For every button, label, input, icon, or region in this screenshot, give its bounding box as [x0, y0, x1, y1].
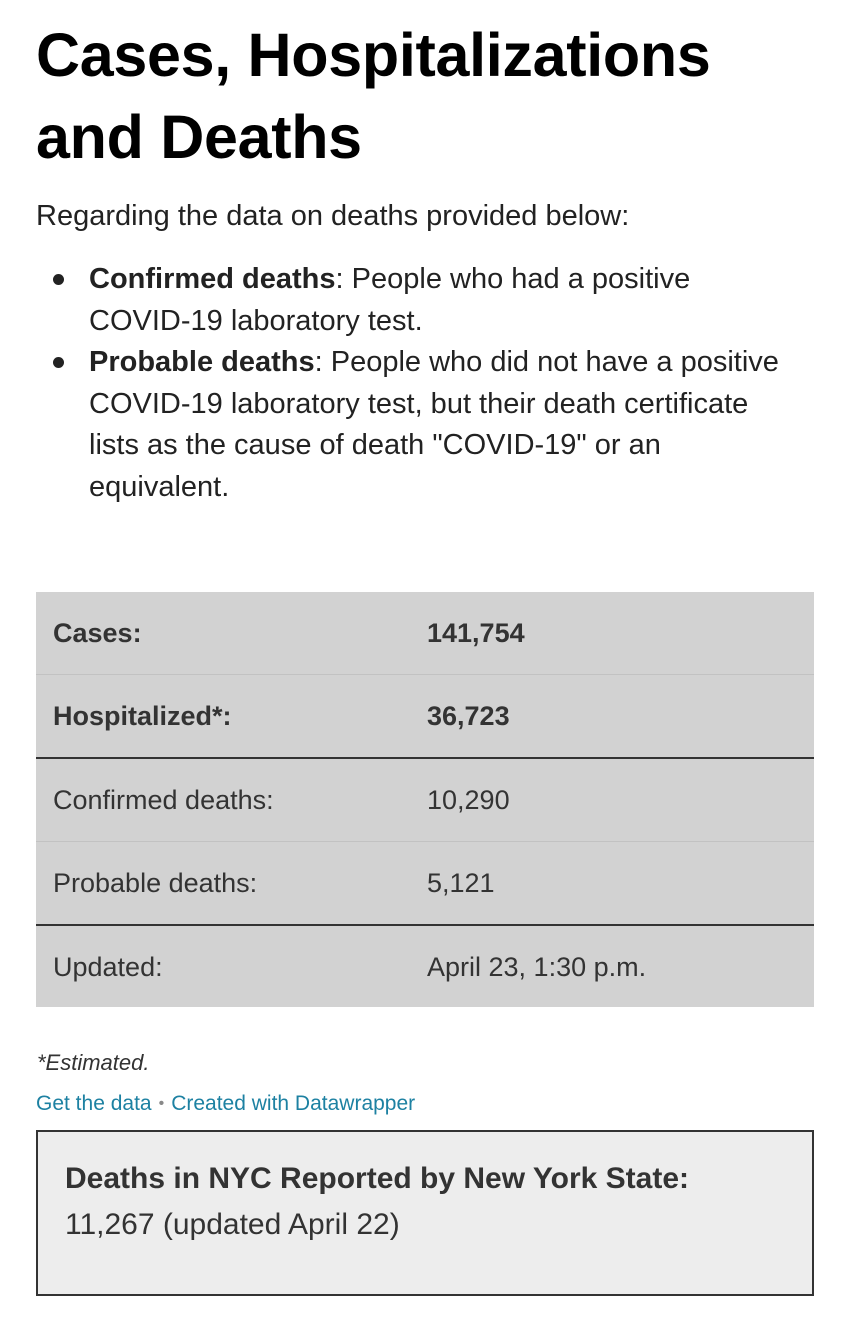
definition-term: Probable deaths — [89, 346, 315, 378]
definition-probable-deaths — [36, 342, 796, 508]
stats-row-probable-deaths — [36, 842, 814, 926]
stats-value: 36,723 — [427, 701, 510, 731]
stats-value: 5,121 — [427, 868, 495, 898]
stats-label: Probable deaths: — [53, 868, 258, 898]
definitions-list — [36, 259, 796, 508]
get-the-data-link[interactable]: Get the data — [36, 1092, 152, 1115]
stats-row-confirmed-deaths — [36, 759, 814, 842]
stats-row-cases — [36, 592, 814, 675]
stats-value: 141,754 — [427, 618, 525, 648]
stats-value: April 23, 1:30 p.m. — [427, 952, 647, 982]
footnote: *Estimated. — [37, 1050, 150, 1075]
stats-label: Cases: — [53, 618, 142, 648]
page-title: Cases, Hospitalizations and Deaths — [36, 21, 711, 171]
intro-text: Regarding the data on deaths provided below: — [36, 200, 630, 232]
stats-label: Confirmed deaths: — [53, 785, 274, 815]
callout-text: 11,267 (updated April 22) — [65, 1208, 400, 1241]
definition-text: : People who did not have a positive COVID-19 laboratory test, but their death certificate lists as the cause of death "COVID-19" or an equivalent. — [89, 346, 779, 503]
link-separator: • — [158, 1095, 165, 1112]
definition-text: : People who had a positive COVID-19 laboratory test. — [89, 263, 691, 337]
stats-label: Hospitalized*: — [53, 701, 232, 731]
stats-row-hospitalized — [36, 675, 814, 759]
callout-title: Deaths in NYC Reported by New York State: — [65, 1162, 690, 1195]
bullet-icon — [53, 357, 64, 368]
source-links — [36, 1092, 415, 1116]
definition-term: Confirmed deaths — [89, 263, 336, 295]
stats-label: Updated: — [53, 952, 163, 982]
stats-table — [36, 592, 814, 1007]
definition-confirmed-deaths — [36, 259, 796, 342]
stats-value: 10,290 — [427, 785, 510, 815]
stats-row-updated — [36, 926, 814, 1007]
state-deaths-callout — [36, 1130, 814, 1296]
created-with-datawrapper-link[interactable]: Created with Datawrapper — [171, 1092, 416, 1115]
bullet-icon — [53, 274, 64, 285]
